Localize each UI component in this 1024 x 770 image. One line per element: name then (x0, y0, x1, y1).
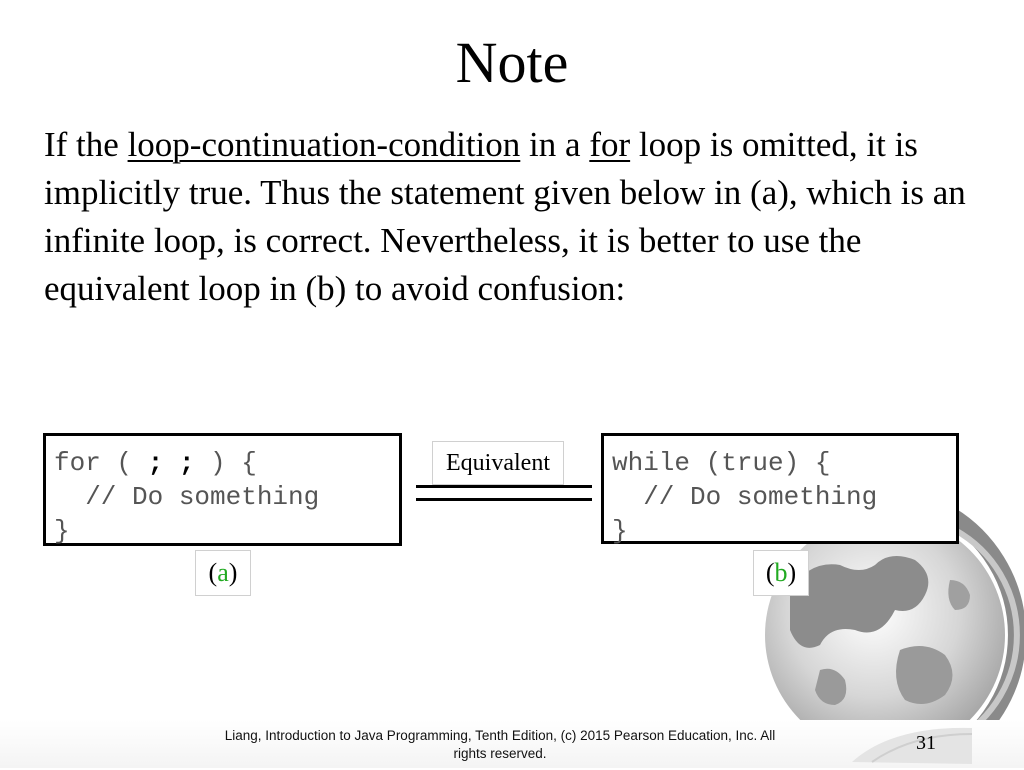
equivalent-line-bottom (416, 498, 592, 501)
code-box-a (43, 433, 402, 546)
equivalent-line-top (416, 485, 592, 488)
body-underlined-term-for: for (589, 125, 631, 164)
body-text-part-2: in a (520, 125, 590, 164)
page-number: 31 (916, 732, 936, 754)
label-b-letter: b (774, 558, 788, 587)
footer-line-2: rights reserved. (453, 746, 547, 761)
body-text-part-3: loop is omitted, it is implicitly true. Thus the statement given below in (a), which is an infinite loop, is correct. Nevertheless, it is better to use the equivalent loop in (b) to avoid confusion: (44, 125, 966, 308)
slide-title: Note (455, 30, 569, 95)
label-a-close-paren: ) (228, 558, 238, 587)
footer-copyright (200, 727, 800, 763)
label-a-open-paren: ( (208, 558, 218, 587)
code-a-for-keyword: for ( (54, 448, 148, 478)
code-a-line-1-end: ) { (194, 448, 257, 478)
code-b-line-1: while (true) { (612, 448, 831, 478)
code-a-line-2: // Do something (54, 482, 320, 512)
code-a-semicolon-2: ; (178, 448, 195, 478)
code-a-line-3: } (54, 516, 70, 546)
label-b-open-paren: ( (765, 558, 775, 587)
body-text-part-1: If the (44, 125, 128, 164)
code-a-semicolon-1: ; (147, 448, 164, 478)
label-a (195, 550, 251, 596)
code-box-b (601, 433, 959, 544)
label-a-letter: a (217, 558, 229, 587)
label-b-close-paren: ) (787, 558, 797, 587)
code-b-line-2: // Do something (612, 482, 878, 512)
code-a-line-1 (54, 446, 391, 480)
body-paragraph (44, 121, 994, 313)
code-b-line-3: } (612, 516, 628, 546)
footer-line-1: Liang, Introduction to Java Programming, Tenth Edition, (c) 2015 Pearson Education, Inc. All (224, 728, 776, 743)
body-underlined-term-condition: loop-continuation-condition (127, 125, 521, 164)
code-a-space (163, 448, 179, 478)
equivalent-label: Equivalent (432, 441, 564, 485)
label-b (753, 550, 809, 596)
